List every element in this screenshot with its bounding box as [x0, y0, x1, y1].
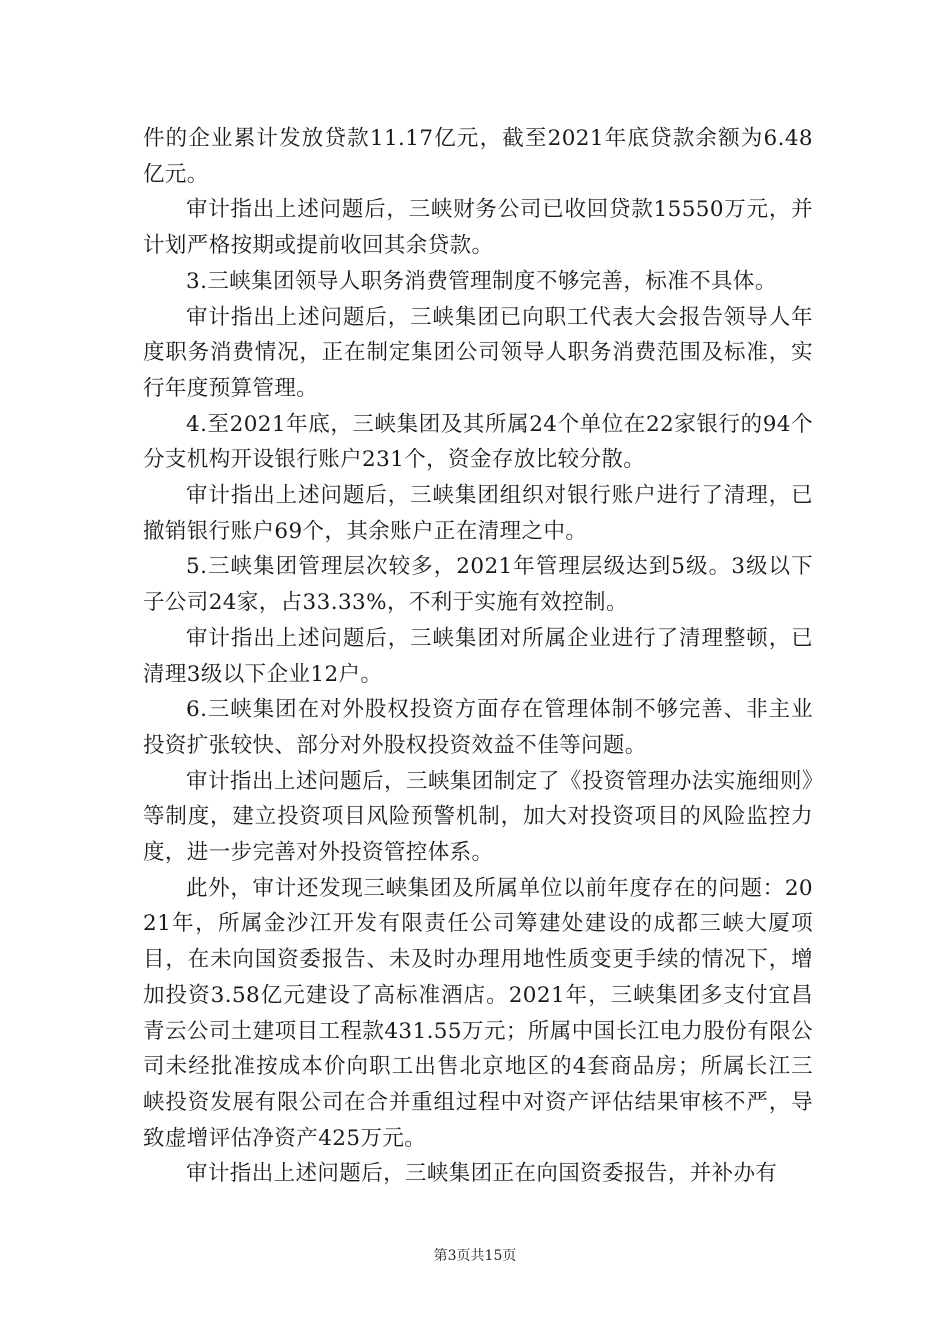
paragraph: 5.三峡集团管理层次较多，2021年管理层级达到5级。3级以下子公司24家，占33.33%，不利于实施有效控制。 [143, 554, 813, 616]
paragraph: 此外，审计还发现三峡集团及所属单位以前年度存在的问题：2021年，所属金沙江开发有限责任公司筹建处建设的成都三峡大厦项目，在未向国资委报告、未及时办理用地性质变更手续的情况下，增加投资3.58亿元建设了高标准酒店。2021年，三峡集团多支付宜昌青云公司土建项目工程款431.55万元；所属中国长江电力股份有限公司未经批准按成本价向职工出售北京地区的4套商品房；所属长江三峡投资发展有限公司在合并重组过程中对资产评估结果审核不严，导致虚增评估净资产425万元。 [143, 875, 813, 1151]
document-body [143, 121, 813, 1192]
paragraph: 审计指出上述问题后，三峡集团对所属企业进行了清理整顿，已清理3级以下企业12户。 [143, 625, 813, 687]
paragraph: 审计指出上述问题后，三峡财务公司已收回贷款15550万元，并计划严格按期或提前收回其余贷款。 [143, 197, 813, 259]
paragraph: 6.三峡集团在对外股权投资方面存在管理体制不够完善、非主业投资扩张较快、部分对外股权投资效益不佳等问题。 [143, 697, 813, 758]
paragraph: 审计指出上述问题后，三峡集团已向职工代表大会报告领导人年度职务消费情况，正在制定集团公司领导人职务消费范围及标准，实行年度预算管理。 [143, 304, 813, 401]
paragraph: 审计指出上述问题后，三峡集团制定了《投资管理办法实施细则》等制度，建立投资项目风险预警机制，加大对投资项目的风险监控力度，进一步完善对外投资管控体系。 [143, 768, 813, 866]
paragraph: 4.至2021年底，三峡集团及其所属24个单位在22家银行的94个分支机构开设银行账户231个，资金存放比较分散。 [143, 411, 813, 473]
page-number: 第3页共15页 [433, 1248, 517, 1264]
paragraph: 件的企业累计发放贷款11.17亿元，截至2021年底贷款余额为6.48亿元。 [143, 126, 813, 187]
paragraph: 3.三峡集团领导人职务消费管理制度不够完善，标准不具体。 [186, 268, 777, 294]
paragraph: 审计指出上述问题后，三峡集团组织对银行账户进行了清理，已撤销银行账户69个，其余账户正在清理之中。 [143, 483, 813, 544]
paragraph: 审计指出上述问题后，三峡集团正在向国资委报告，并补办有 [186, 1161, 778, 1187]
page-footer [0, 1247, 950, 1265]
